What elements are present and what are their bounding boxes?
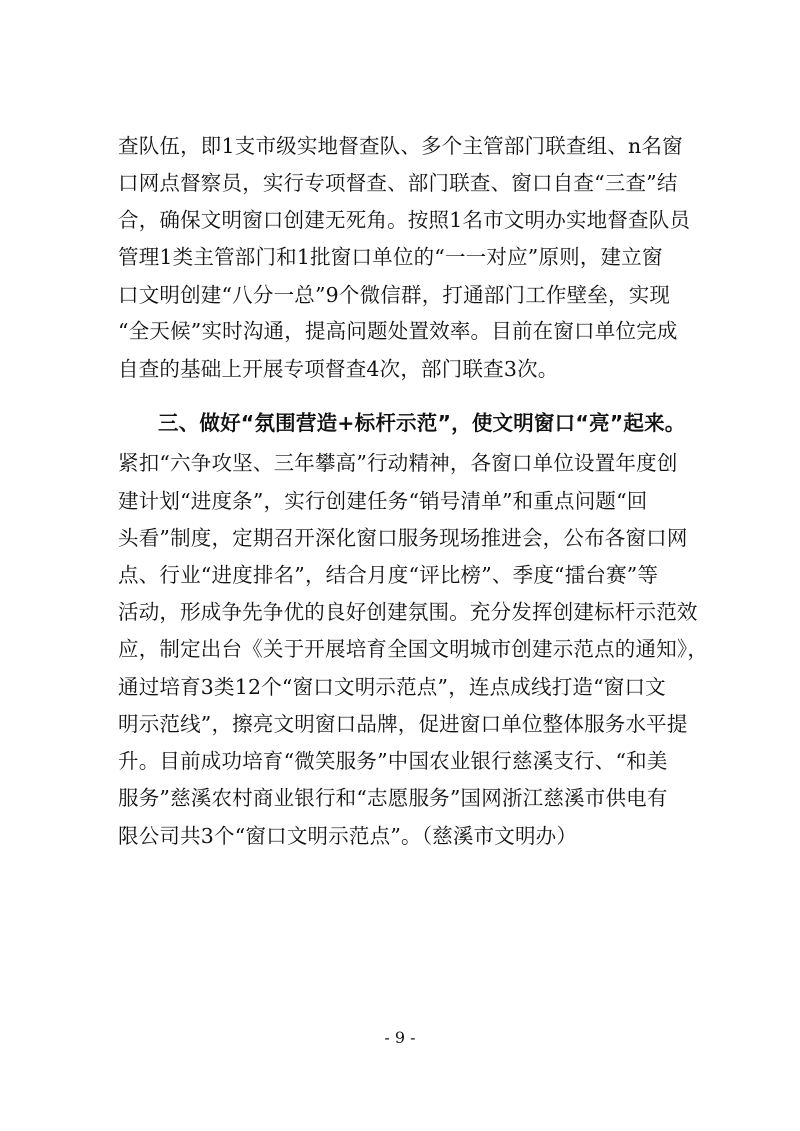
body-line-12: 点、行业“进度排名”，结合月度“评比榜”、季度“擂台赛”等 [118,563,659,587]
body-line-6: “全天候”实时沟通，提高问题处置效率。目前在窗口单位完成 [118,319,678,343]
page-number: - 9 - [384,1028,416,1047]
body-line-3: 合，确保文明窗口创建无死角。按照1名市文明办实地督查队员 [118,208,691,232]
body-line-7: 自查的基础上开展专项督查4次，部门联查3次。 [118,357,559,381]
body-line-1: 查队伍，即1支市级实地督查队、多个主管部门联查组、n名窗 [118,134,683,158]
body-line-19: 限公司共3个“窗口文明示范点”。（慈溪市文明办） [118,824,578,848]
body-line-15: 通过培育3类12个“窗口文明示范点”，连点成线打造“窗口文 [118,675,666,699]
body-line-5: 口文明创建“八分一总”9个微信群，打通部门工作壁垒，实现 [118,283,671,307]
body-line-9: 紧扣“六争攻坚、三年攀高”行动精神，各窗口单位设置年度创 [118,451,678,475]
body-line-17: 升。目前成功培育“微笑服务”中国农业银行慈溪支行、“和美 [118,749,668,773]
body-line-16: 明示范线”，擦亮文明窗口品牌，促进窗口单位整体服务水平提 [118,712,688,736]
body-line-4: 管理1类主管部门和1批窗口单位的“一一对应”原则，建立窗 [118,245,663,269]
body-line-2: 口网点督察员，实行专项督查、部门联查、窗口自查“三查”结 [118,171,678,195]
body-line-14: 应，制定出台《关于开展培育全国文明城市创建示范点的通知》， [118,637,709,661]
body-line-13: 活动，形成争先争优的良好创建氛围。充分发挥创建标杆示范效 [118,600,698,624]
body-line-11: 头看”制度，定期召开深化窗口服务现场推进会，公布各窗口网 [118,526,688,550]
section-heading: 三、做好“氛围营造+标杆示范”，使文明窗口“亮”起来。 [158,411,686,435]
body-line-18: 服务”慈溪农村商业银行和“志愿服务”国网浙江慈溪市供电有 [118,786,668,810]
body-line-10: 建计划“进度条”，实行创建任务“销号清单”和重点问题“回 [118,489,648,513]
